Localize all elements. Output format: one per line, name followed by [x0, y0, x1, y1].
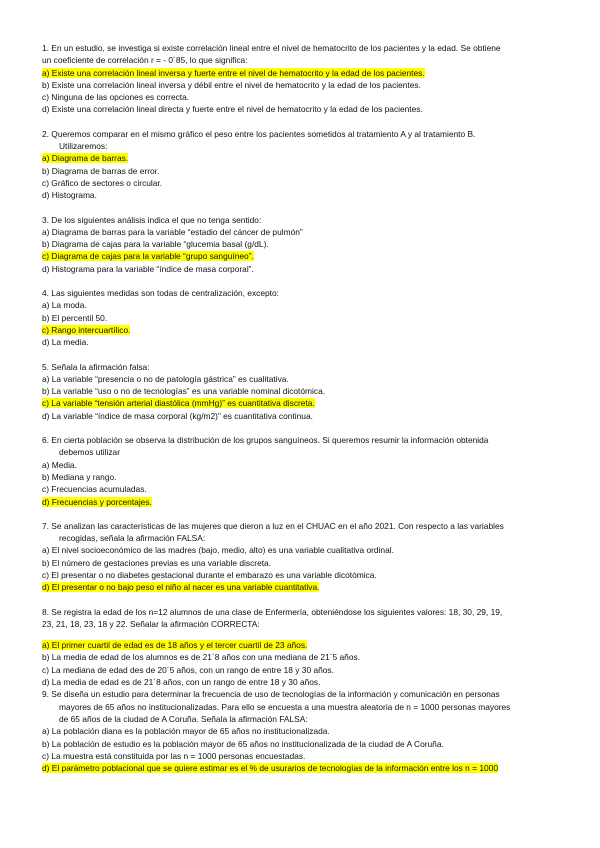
question-stem: 6. En cierta población se observa la distribución de los grupos sanguíneos. Si queremos resumir la información obtenida	[42, 435, 489, 446]
answer-option: c) El presentar o no diabetes gestacional durante el embarazo es una variable dicotómica.	[42, 569, 377, 580]
question-1	[42, 42, 560, 116]
answer-option: a) El nivel socioeconómico de las madres (bajo, medio, alto) es una variable cualitativa ordinal.	[42, 545, 394, 556]
question-stem: 3. De los siguientes análisis indica el que no tenga sentido:	[42, 214, 262, 225]
question-stem: mayores de 65 años no institucionalizadas. Para ello se encuesta a una muestra aleatoria de n = 1000 personas mayores	[59, 701, 511, 712]
answer-option-highlighted: d) El parámetro poblacional que se quiere estimar es el % de usurarios de tecnologías de la información entre los n = 1000	[42, 763, 499, 774]
question-stem: de 65 años de la ciudad de A Coruña. Señala la afirmación FALSA:	[59, 713, 308, 724]
answer-option-highlighted: c) La variable “tensión arterial diastólica (mmHg)” es cuantitativa discreta.	[42, 398, 315, 409]
answer-option: d) Existe una correlación lineal directa y fuerte entre el nivel de hematocrito y la edad de los pacientes.	[42, 104, 423, 115]
answer-option: b) La variable “uso o no de tecnologías” es una variable nominal dicotómica.	[42, 386, 326, 397]
answer-option: c) La mediana de edad des de 20´5 años, con un rango de entre 18 y 30 años.	[42, 664, 334, 675]
answer-option: b) La población de estudio es la población mayor de 65 años no institucionalizada de la ciudad de A Coruña.	[42, 738, 444, 749]
question-3	[42, 214, 560, 275]
answer-option-highlighted: d) Frecuencias y porcentajes.	[42, 496, 152, 507]
question-stem: 23, 21, 18, 23, 18 y 22. Señalar la afirmación CORRECTA:	[42, 618, 260, 629]
answer-option: b) Diagrama de barras de error.	[42, 165, 160, 176]
answer-option: a) La moda.	[42, 300, 87, 311]
answer-option-highlighted: c) Diagrama de cajas para la variable “grupo sanguíneo”.	[42, 251, 254, 262]
question-stem: 4. Las siguientes medidas son todas de centralización, excepto:	[42, 288, 279, 299]
question-6	[42, 434, 560, 508]
answer-option: d) Histograma para la variable “índice de masa corporal”.	[42, 263, 254, 274]
answer-option-highlighted: a) Existe una correlación lineal inversa y fuerte entre el nivel de hematocrito y la edad de los pacientes.	[42, 67, 425, 78]
answer-option-highlighted: c) Rango intercuartílico.	[42, 324, 131, 335]
question-5	[42, 361, 560, 422]
question-stem: debemos utilizar	[59, 447, 120, 458]
answer-option: c) Gráfico de sectores o circular.	[42, 177, 163, 188]
answer-option: c) Frecuencias acumuladas.	[42, 484, 147, 495]
question-stem: 8. Se registra la edad de los n=12 alumnos de una clase de Enfermería, obteniéndose los siguientes valores: 18, 30, 29, 19,	[42, 606, 503, 617]
question-stem: Utilizaremos:	[59, 141, 108, 152]
question-stem: 7. Se analizan las características de las mujeres que dieron a luz en el CHUAC en el año 2021. Con respecto a las variables	[42, 520, 504, 531]
answer-option: c) La muestra está constituida por las n = 1000 personas encuestadas.	[42, 750, 306, 761]
question-stem: 9. Se diseña un estudio para determinar la frecuencia de uso de tecnologías de la información y comunicación en personas	[42, 689, 500, 700]
answer-option: a) La población diana es la población mayor de 65 años no institucionalizada.	[42, 726, 330, 737]
answer-option: d) La variable “índice de masa corporal (kg/m2)” es cuantitativa continua.	[42, 410, 313, 421]
answer-option: b) Existe una correlación lineal inversa y débil entre el nivel de hematocrito y la edad de los pacientes.	[42, 79, 421, 90]
question-stem: 2. Queremos comparar en el mismo gráfico el peso entre los pacientes sometidos al tratamiento A y al tratamiento B.	[42, 128, 476, 139]
question-9	[42, 688, 560, 774]
document-page	[42, 42, 560, 774]
answer-option: b) La media de edad de los alumnos es de 21´8 años con una mediana de 21´5 años.	[42, 652, 361, 663]
answer-option: a) Media.	[42, 459, 77, 470]
question-stem: 5. Señala la afirmación falsa:	[42, 361, 150, 372]
question-2	[42, 128, 560, 202]
question-8	[42, 606, 560, 689]
answer-option: b) El percentil 50.	[42, 312, 108, 323]
question-7	[42, 520, 560, 594]
question-stem: un coeficiente de correlación r = - 0´85, lo que significa:	[42, 55, 248, 66]
answer-option-highlighted: d) El presentar o no bajo peso el niño al nacer es una variable cuantitativa.	[42, 582, 320, 593]
answer-option: a) La variable “presencia o no de patología gástrica” es cualitativa.	[42, 373, 289, 384]
answer-option: b) El número de gestaciones previas es una variable discreta.	[42, 557, 272, 568]
answer-option-highlighted: a) Diagrama de barras.	[42, 153, 129, 164]
answer-option: d) Histograma.	[42, 190, 97, 201]
answer-option: d) La media de edad es de 21´8 años, con un rango de entre 18 y 30 años.	[42, 677, 321, 688]
answer-option: b) Diagrama de cajas para la variable “glucemia basal (g/dL).	[42, 239, 269, 250]
answer-option: b) Mediana y rango.	[42, 471, 117, 482]
question-stem: 1. En un estudio, se investiga si existe correlación lineal entre el nivel de hematocrito de los pacientes y la edad. Se obtiene	[42, 43, 501, 53]
question-stem: recogidas, señala la afirmación FALSA:	[59, 533, 206, 544]
answer-option-highlighted: a) El primer cuartil de edad es de 18 años y el tercer cuartil de 23 años.	[42, 640, 308, 651]
question-4	[42, 287, 560, 348]
answer-option: a) Diagrama de barras para la variable “estadio del cáncer de pulmón”	[42, 226, 303, 237]
answer-option: c) Ninguna de las opciones es correcta.	[42, 92, 190, 103]
answer-option: d) La media.	[42, 337, 89, 348]
